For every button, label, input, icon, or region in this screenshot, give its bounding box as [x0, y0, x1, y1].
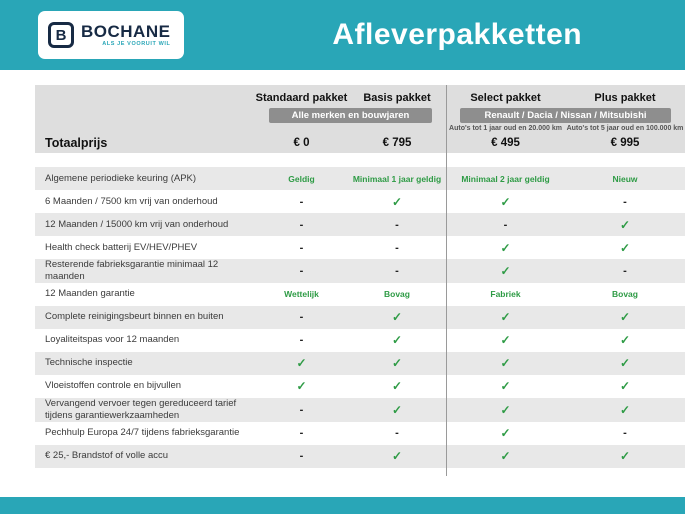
group-divider	[446, 85, 447, 476]
column-subtitle-plus: Auto's tot 5 jaar oud en 100.000 km	[566, 125, 684, 132]
total-price-standaard: € 0	[293, 137, 310, 149]
check-icon: ✓	[391, 333, 403, 348]
dash-icon: -	[299, 241, 304, 254]
dash-icon: -	[395, 427, 399, 439]
dash-icon: -	[299, 334, 304, 347]
table-row	[35, 236, 685, 259]
check-icon: ✓	[500, 379, 511, 394]
total-price-plus: € 995	[610, 137, 640, 149]
check-icon: ✓	[500, 333, 511, 348]
bochane-logo-icon: B	[48, 22, 74, 48]
table-row	[35, 167, 685, 190]
dash-icon: -	[299, 403, 304, 416]
feature-value: Bovag	[612, 289, 638, 300]
check-icon: ✓	[619, 310, 631, 325]
row-label: Vloeistoffen controle en bijvullen	[45, 380, 182, 392]
dash-icon: -	[299, 427, 304, 439]
dash-icon: -	[623, 195, 627, 208]
dash-icon: -	[395, 218, 399, 231]
table-header	[35, 85, 685, 153]
row-label: Technische inspectie	[45, 357, 133, 369]
column-header-plus: Plus pakket	[594, 92, 656, 104]
check-icon: ✓	[391, 194, 403, 209]
logo-tagline: ALS JE VOORUIT WIL	[102, 40, 171, 47]
dash-icon: -	[395, 264, 399, 277]
column-header-standaard: Standaard pakket	[255, 92, 348, 104]
row-label: Health check batterij EV/HEV/PHEV	[45, 241, 198, 253]
feature-value: Nieuw	[612, 173, 638, 184]
check-icon: ✓	[619, 333, 631, 348]
table-row	[35, 213, 685, 236]
check-icon: ✓	[500, 240, 511, 255]
check-icon: ✓	[500, 263, 511, 278]
check-icon: ✓	[500, 402, 511, 417]
bochane-logo	[38, 11, 184, 59]
dash-icon: -	[623, 427, 627, 439]
check-icon: ✓	[391, 310, 403, 325]
page-title: Afleverpakketten	[332, 18, 583, 51]
check-icon: ✓	[391, 449, 403, 463]
dash-icon: -	[623, 264, 627, 277]
check-icon: ✓	[391, 402, 403, 417]
row-label: Resterende fabrieksgarantie minimaal 12 maanden	[45, 259, 219, 282]
table-row	[35, 398, 685, 422]
check-icon: ✓	[296, 356, 307, 371]
check-icon: ✓	[391, 379, 403, 394]
check-icon: ✓	[500, 356, 511, 371]
group-badges-row	[35, 108, 685, 123]
check-icon: ✓	[619, 217, 631, 232]
check-icon: ✓	[500, 310, 511, 325]
row-label: Pechhulp Europa 24/7 tijdens fabrieksgarantie	[45, 427, 240, 439]
row-label: Vervangend vervoer tegen gereduceerd tarief tijdens garantiewerkzaamheden	[45, 397, 237, 421]
check-icon: ✓	[500, 449, 511, 463]
check-icon: ✓	[619, 379, 631, 394]
table-row	[35, 190, 685, 213]
check-icon: ✓	[619, 240, 631, 255]
total-price-select: € 495	[491, 137, 520, 149]
top-banner	[0, 0, 685, 70]
column-headers-row	[35, 90, 685, 106]
feature-value: Minimaal 1 jaar geldig	[352, 173, 442, 184]
logo-text	[81, 23, 170, 48]
feature-value: Bovag	[384, 289, 410, 300]
dash-icon: -	[395, 241, 399, 254]
row-label: Algemene periodieke keuring (APK)	[45, 172, 197, 184]
dash-icon: -	[299, 450, 304, 462]
row-label: Complete reinigingsbeurt binnen en buiten	[45, 311, 224, 323]
dash-icon: -	[299, 218, 304, 231]
row-label: 12 Maanden / 15000 km vrij van onderhoud	[45, 218, 229, 230]
table-row	[35, 259, 685, 283]
dash-icon: -	[299, 195, 304, 208]
group-badge-merken: Renault / Dacia / Nissan / Mitsubishi	[460, 108, 671, 123]
column-header-select: Select pakket	[470, 92, 541, 104]
table-row	[35, 283, 685, 306]
feature-value: Geldig	[288, 173, 315, 184]
feature-rows	[35, 167, 685, 468]
column-subtitles-row	[35, 124, 685, 133]
feature-value: Fabriek	[490, 289, 521, 300]
row-label: 12 Maanden garantie	[45, 288, 135, 300]
group-badge-alle-merken: Alle merken en bouwjaren	[269, 108, 432, 123]
total-price-basis: € 795	[382, 137, 412, 149]
column-subtitle-select: Auto's tot 1 jaar oud en 20.000 km	[449, 125, 562, 132]
check-icon: ✓	[619, 449, 631, 463]
row-label: Loyaliteitspas voor 12 maanden	[45, 334, 180, 346]
dash-icon: -	[503, 218, 508, 231]
table-row	[35, 306, 685, 329]
feature-value: Wettelijk	[284, 289, 319, 300]
total-price-row	[35, 133, 685, 153]
check-icon: ✓	[296, 379, 307, 394]
table-row	[35, 329, 685, 352]
check-icon: ✓	[619, 402, 631, 417]
feature-value: Minimaal 2 jaar geldig	[461, 173, 550, 184]
packages-table	[35, 85, 685, 468]
total-price-label: Totaalprijs	[45, 136, 108, 150]
check-icon: ✓	[500, 426, 511, 440]
column-header-basis: Basis pakket	[363, 92, 431, 104]
row-label: 6 Maanden / 7500 km vrij van onderhoud	[45, 195, 218, 207]
table-row	[35, 375, 685, 398]
check-icon: ✓	[391, 356, 403, 371]
dash-icon: -	[299, 311, 304, 324]
check-icon: ✓	[619, 356, 631, 371]
dash-icon: -	[299, 264, 304, 277]
table-row	[35, 445, 685, 468]
table-row	[35, 352, 685, 375]
check-icon: ✓	[500, 194, 511, 209]
logo-name: BOCHANE	[81, 21, 171, 41]
table-row	[35, 422, 685, 445]
bottom-banner	[0, 497, 685, 514]
row-label: € 25,- Brandstof of volle accu	[45, 450, 169, 462]
